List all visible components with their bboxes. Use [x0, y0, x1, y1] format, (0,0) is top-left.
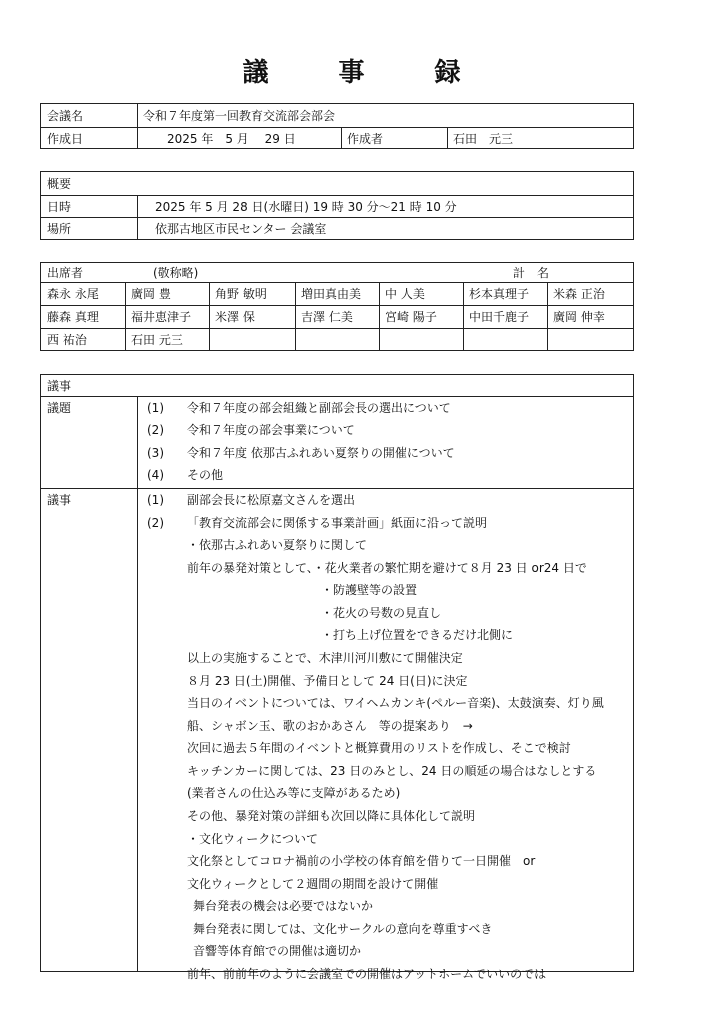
minutes-line: 前年の暴発対策として、・花火業者の繁忙期を避けて８月 23 日 or24 日で: [187, 561, 587, 575]
agenda-num: (2): [147, 423, 164, 437]
agenda-num: (4): [147, 468, 164, 482]
minutes-line: ・花火の号数の見直し: [321, 606, 442, 620]
minutes-line: 船、シャボン玉、歌のおかあさん 等の提案あり →: [187, 719, 473, 733]
proceedings-table: [40, 374, 634, 981]
minutes-text: 副部会長に松原嘉文さんを選出: [187, 493, 356, 507]
attendee: 米森 正治: [553, 287, 605, 301]
agenda-item: 令和７年度 依那古ふれあい夏祭りの開催について: [187, 446, 455, 460]
attendee: 藤森 真理: [47, 310, 99, 324]
minutes-line: 舞台発表の機会は必要ではないか: [193, 899, 374, 913]
attendee: 石田 元三: [131, 333, 183, 347]
attendees-table: [40, 262, 634, 351]
minutes-line: 以上の実施することで、木津川河川敷にて開催決定: [187, 651, 463, 665]
attendee: 吉澤 仁美: [301, 310, 353, 324]
attendee: 中 人美: [385, 287, 425, 301]
minutes-num: (1): [147, 493, 164, 507]
agenda-label: 議題: [47, 401, 72, 415]
attendee: [295, 328, 379, 351]
minutes-line: 文化ウィークとして２週間の期間を設けて開催: [187, 877, 439, 891]
agenda-item: その他: [187, 468, 224, 482]
minutes-line: ８月 23 日(土)開催、予備日として 24 日(日)に決定: [187, 674, 468, 688]
attendee: 杉本真理子: [469, 287, 530, 301]
author: 石田 元三: [453, 131, 514, 146]
minutes-line: (業者さんの仕込み等に支障があるため): [187, 786, 401, 800]
honorific-note: (敬称略): [153, 266, 199, 280]
minutes-num: (2): [147, 516, 164, 530]
attendee: 福井恵津子: [131, 310, 192, 324]
document-title: 議 事 録: [242, 58, 483, 88]
attendee: 増田真由美: [301, 287, 362, 301]
minutes-line: 音響等体育館での開催は適切か: [193, 944, 362, 958]
attendee: 角野 敏明: [215, 287, 267, 301]
minutes-line: ・文化ウィークについて: [187, 832, 319, 846]
attendee: 森永 永尾: [47, 287, 99, 301]
place: 依那古地区市民センター 会議室: [155, 222, 327, 236]
attendee: 米澤 保: [215, 310, 255, 324]
meta-table: [40, 103, 634, 149]
meeting-name: 令和７年度第一回教育交流部会部会: [143, 109, 336, 123]
agenda-num: (1): [147, 401, 164, 415]
datetime-label: 日時: [47, 199, 72, 214]
attendee: [379, 328, 463, 351]
agenda-item: 令和７年度の部会事業について: [187, 423, 355, 437]
agenda-num: (3): [147, 446, 164, 460]
attendee: 西 祐治: [47, 333, 87, 347]
minutes-label: 議事: [47, 493, 72, 507]
overview-table: [40, 171, 634, 240]
attendee: 廣岡 豊: [131, 287, 171, 301]
attendees-label: 出席者: [47, 266, 84, 280]
minutes-line: その他、暴発対策の詳細も次回以降に具体化して説明: [187, 809, 476, 823]
minutes-line: 当日のイベントについては、ワイヘムカンキ(ペルー音楽)、太鼓演奏、灯り風: [187, 696, 604, 710]
place-label: 場所: [47, 222, 72, 236]
created-date: 2025 年 5 月 29 日: [167, 131, 296, 146]
attendee: 廣岡 伸幸: [553, 310, 605, 324]
minutes-line: 舞台発表に関しては、文化サークルの意向を尊重すべき: [193, 922, 493, 936]
datetime: 2025 年 5 月 28 日(水曜日) 19 時 30 分～21 時 10 分: [155, 199, 457, 214]
minutes-text: 「教育交流部会に関係する事業計画」紙面に沿って説明: [187, 516, 488, 530]
minutes-line: ・防護壁等の設置: [321, 583, 418, 597]
minutes-line: 前年、前前年のように会議室での開催はアットホームでいいのでは: [187, 967, 547, 981]
attendee: [209, 328, 295, 351]
attendee: [547, 328, 633, 351]
attendee: 宮崎 陽子: [385, 310, 437, 324]
overview-header: 概要: [47, 177, 72, 191]
minutes-line: キッチンカーに関しては、23 日のみとし、24 日の順延の場合はなしとする: [187, 764, 597, 778]
minutes-line: ・打ち上げ位置をできるだけ北側に: [321, 628, 514, 642]
attendee: 中田千鹿子: [469, 310, 530, 324]
minutes-line: 次回に過去５年間のイベントと概算費用のリストを作成し、そこで検討: [187, 741, 571, 755]
author-label: 作成者: [347, 131, 384, 146]
minutes-line: ・依那古ふれあい夏祭りに関して: [187, 538, 368, 552]
attendee-count: 計 名: [513, 266, 550, 280]
minutes-line: 文化祭としてコロナ禍前の小学校の体育館を借りて一日開催 or: [187, 854, 536, 868]
proceedings-header: 議事: [47, 379, 72, 393]
meeting-name-label: 会議名: [47, 109, 84, 123]
agenda-item: 令和７年度の部会組織と副部会長の選出について: [187, 401, 451, 415]
attendee: [463, 328, 547, 351]
created-label: 作成日: [47, 131, 84, 146]
